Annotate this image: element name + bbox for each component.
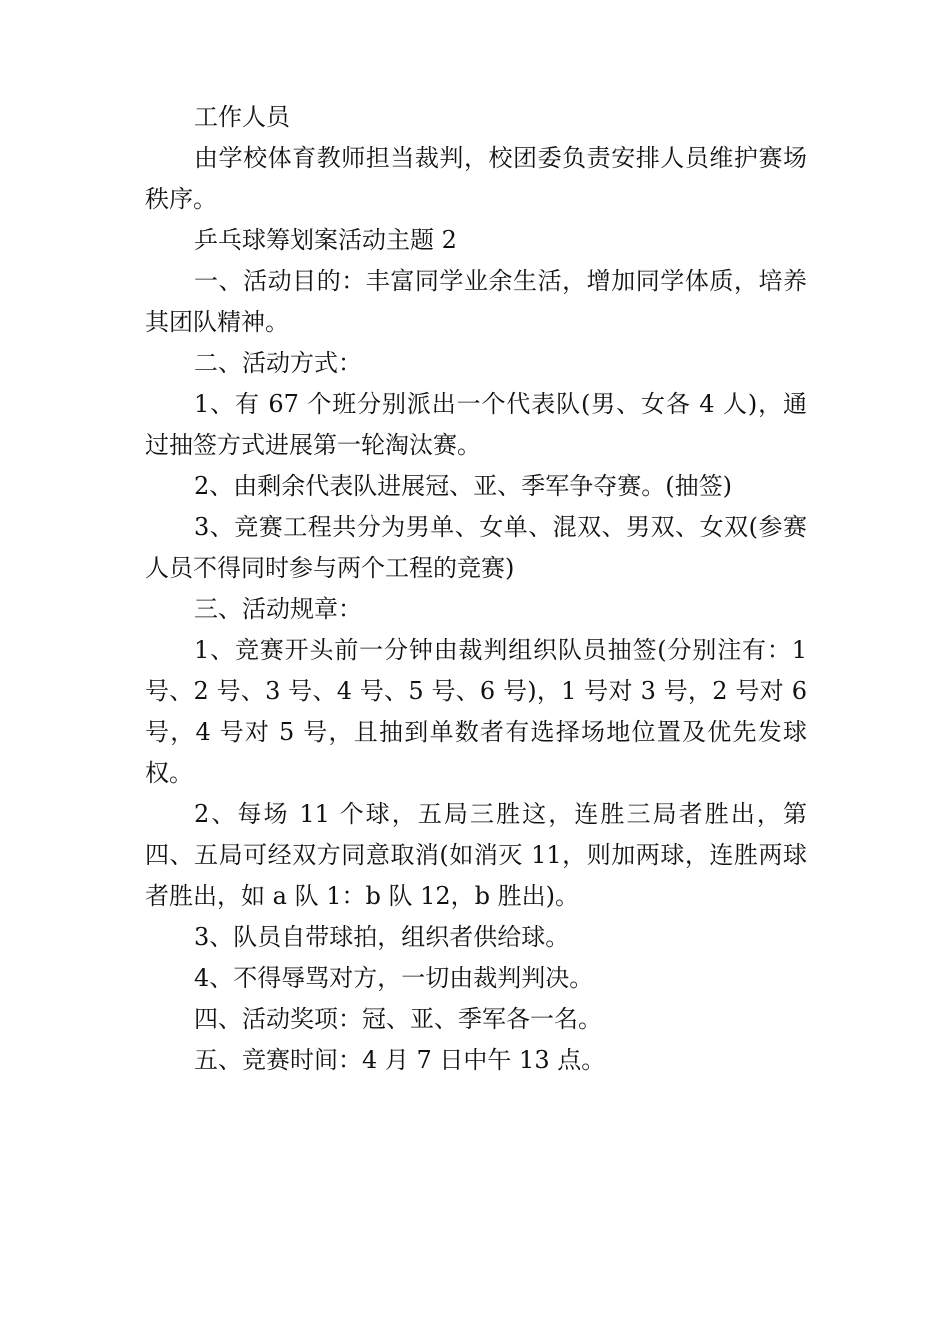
paragraph-rule-2: 2、每场 11 个球，五局三胜这，连胜三局者胜出，第四、五局可经双方同意取消(如消灭 11，则加两球，连胜两球者胜出，如 a 队 1：b 队 12，b 胜出)。 xyxy=(145,800,807,910)
paragraph-plan-title: 乒乓球筹划案活动主题 2 xyxy=(194,226,457,254)
paragraph-rules-heading: 三、活动规章： xyxy=(194,595,362,623)
paragraph-method-3: 3、竞赛工程共分为男单、女单、混双、男双、女双(参赛人员不得同时参与两个工程的竞赛) xyxy=(145,513,807,582)
paragraph-purpose: 一、活动目的：丰富同学业余生活，增加同学体质，培养其团队精神。 xyxy=(145,267,807,336)
document-body xyxy=(145,97,807,1081)
paragraph-awards: 四、活动奖项：冠、亚、季军各一名。 xyxy=(194,1005,602,1033)
paragraph-method-heading: 二、活动方式： xyxy=(194,349,362,377)
paragraph-method-1: 1、有 67 个班分别派出一个代表队(男、女各 4 人)，通过抽签方式进展第一轮淘汰赛。 xyxy=(145,390,807,459)
paragraph-rule-3: 3、队员自带球拍，组织者供给球。 xyxy=(194,923,570,951)
paragraph-time: 五、竞赛时间：4 月 7 日中午 13 点。 xyxy=(194,1046,606,1074)
paragraph-rule-1: 1、竞赛开头前一分钟由裁判组织队员抽签(分别注有：1 号、2 号、3 号、4 号、5 号、6 号)，1 号对 3 号，2 号对 6 号，4 号对 5 号，且抽到单数者有选择场地位置及优先发球权。 xyxy=(145,636,807,787)
paragraph-staff-heading: 工作人员 xyxy=(194,103,290,131)
paragraph-staff-detail: 由学校体育教师担当裁判，校团委负责安排人员维护赛场秩序。 xyxy=(145,144,807,213)
paragraph-rule-4: 4、不得辱骂对方，一切由裁判判决。 xyxy=(194,964,594,992)
paragraph-method-2: 2、由剩余代表队进展冠、亚、季军争夺赛。(抽签) xyxy=(194,472,732,500)
